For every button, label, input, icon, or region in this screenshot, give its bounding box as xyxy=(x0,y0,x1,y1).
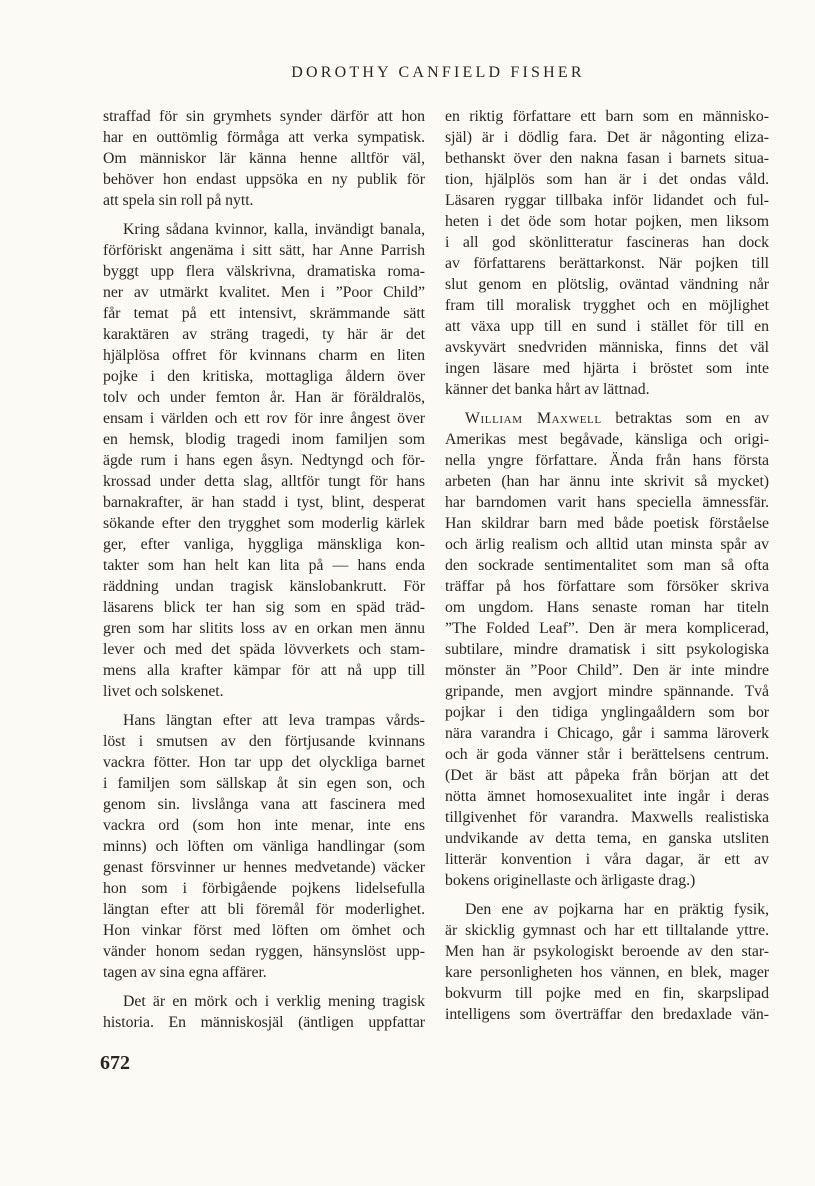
text-line: ”The Folded Leaf”. Den är mera komplicerad, xyxy=(445,620,769,637)
text-line: Det är en mörk och i verklig mening tragisk xyxy=(123,993,425,1010)
paragraph xyxy=(103,710,425,983)
paragraph xyxy=(445,408,769,891)
text-line: historia. En människosjäl (äntligen uppfattar xyxy=(103,1014,425,1031)
text-line: får temat på ett intensivt, skrämmande sätt xyxy=(103,305,425,322)
paragraph xyxy=(103,991,425,1033)
text-line: tillgivenhet för varandra. Maxwells realistiska xyxy=(445,809,769,826)
text-line: att spela sin roll på nytt. xyxy=(103,192,254,209)
text-line: genast försvinner ur hennes medvetande) väcker xyxy=(103,859,425,876)
text-line: är skicklig gymnast och har ett tilltalande yttre. xyxy=(445,922,769,939)
text-line: straffad för sin grymhets synder därför att hon xyxy=(103,108,425,125)
text-line: livet och solskenet. xyxy=(103,683,224,700)
text-line: nella yngre författare. Ända från hans första xyxy=(445,452,769,469)
text-line: bokvurm till pojke med en fin, skarpslipad xyxy=(445,985,769,1002)
text-line: litterär konvention i våra dagar, är ett av xyxy=(445,851,769,868)
text-line: vackra ord (som hon inte menar, inte ens xyxy=(103,817,425,834)
text-line: har barndomen varit hans speciella ämnessfär. xyxy=(445,494,769,511)
text-line: vänder honom sedan ryggen, hänsynslöst upp- xyxy=(103,943,425,960)
text-line: minns) och löften om vänliga handlingar (som xyxy=(103,838,425,855)
text-line: (Det är bäst att påpeka från början att det xyxy=(445,767,769,784)
text-line: själ) är i dödlig fara. Det är någonting eliza- xyxy=(445,129,769,146)
text-line: i familjen som sällskap åt sin egen son, och xyxy=(103,775,425,792)
paragraph xyxy=(445,899,769,1025)
text-line: barnakrafter, är han stadd i tyst, blint, desperat xyxy=(103,494,425,511)
text-line: ner av utmärkt kvalitet. Men i ”Poor Child” xyxy=(103,284,425,301)
text-line: byggt upp flera välskrivna, dramatiska roma- xyxy=(103,263,425,280)
text-run: betraktas som en av xyxy=(601,410,770,427)
text-line: Om människor lär känna henne alltför väl, xyxy=(103,150,425,167)
text-line: Läsaren ryggar tillbaka inför lidandet och ful- xyxy=(445,192,769,209)
text-line: Hans längtan efter att leva trampas vårds- xyxy=(123,712,425,729)
text-line: ägde rum i hans egen åsyn. Nedtyngd och för- xyxy=(103,452,425,469)
text-line: nötta ämnet homosexualitet inte ingår i deras xyxy=(445,788,769,805)
text-line: fram till moralisk trygghet och en möjlighet xyxy=(445,297,769,314)
text-line: bethanskt över den nakna fasan i barnets situa- xyxy=(445,150,769,167)
text-line: tion, hjälplös som han är i det ondas våld. xyxy=(445,171,769,188)
text-line: krossad under detta slag, alltför tungt för hans xyxy=(103,473,425,490)
text-line: gripande, men avgjort mindre spännande. Två xyxy=(445,683,769,700)
text-line: av författarens berättarkonst. När pojken till xyxy=(445,255,769,272)
text-line: undvikande av detta tema, en ganska utsliten xyxy=(445,830,769,847)
text-line: gren som har slitits loss av en orkan men ännu xyxy=(103,620,425,637)
text-line: räddning undan tragisk känslobankrutt. För xyxy=(103,578,425,595)
text-line: avskyvärt snedvriden människa, finns det väl xyxy=(445,339,769,356)
left-column xyxy=(103,106,425,1041)
text-line: förföriskt angenäma i sitt sätt, har Anne Parrish xyxy=(103,242,425,259)
text-line: och ärlig realism och alltid utan minsta spår av xyxy=(445,536,769,553)
text-line: att växa upp till en sund i stället för till en xyxy=(445,318,769,335)
text-line: har en outtömlig förmåga att verka sympatisk. xyxy=(103,129,425,146)
text-line: hon som i förbigående pojkens lidelsefulla xyxy=(103,880,425,897)
text-line: mönster än ”Poor Child”. Den är inte mindre xyxy=(445,662,769,679)
text-line: längtan efter att bli föremål för moderlighet. xyxy=(103,901,425,918)
text-line: en hemsk, blodig tragedi inom familjen som xyxy=(103,431,425,448)
text-line: nära varandra i Chicago, går i samma läroverk xyxy=(445,725,769,742)
text-line: slut genom en plötslig, oväntad vändning når xyxy=(445,276,769,293)
text-line: pojke i den kritiska, mottagliga åldern över xyxy=(103,368,425,385)
running-head: DOROTHY CANFIELD FISHER xyxy=(291,64,585,81)
text-line: i all god skönlitteratur fascineras han dock xyxy=(445,234,769,251)
text-line: bokens originellaste och ärligaste drag.) xyxy=(445,872,696,889)
text-line: Han skildrar barn med både poetisk förståelse xyxy=(445,515,769,532)
text-line: intelligens som överträffar den bredaxlade vän- xyxy=(445,1006,769,1023)
text-line: Den ene av pojkarna har en präktig fysik, xyxy=(465,901,769,918)
right-column xyxy=(445,106,769,1033)
text-line: pojkar i den tidiga ynglingaåldern som bor xyxy=(445,704,769,721)
text-line: arbeten (han har ännu inte skrivit så mycket) xyxy=(445,473,769,490)
text-line: sökande efter den trygghet som moderlig kärlek xyxy=(103,515,425,532)
text-line: tagen av sina egna affärer. xyxy=(103,964,267,981)
paragraph xyxy=(103,219,425,702)
text-line: takter som han helt kan lita på — hans enda xyxy=(103,557,425,574)
text-line: Kring sådana kvinnor, kalla, invändigt banala, xyxy=(123,221,425,238)
text-line: Hon vinkar först med löften om ömhet och xyxy=(103,922,425,939)
text-line: läsarens blick ter han sig som en späd träd- xyxy=(103,599,425,616)
page-number: 672 xyxy=(100,1052,130,1074)
text-line: hjälplösa offret för kvinnans charm en liten xyxy=(103,347,425,364)
text-line: ger, efter vanliga, hyggliga mänskliga kon- xyxy=(103,536,425,553)
text-line: ensam i världen och ett rov för inre ångest över xyxy=(103,410,425,427)
text-line: löst i smutsen av den förtjusande kvinnans xyxy=(103,733,425,750)
text-line: karaktären av sträng tragedi, ty här är det xyxy=(103,326,425,343)
text-line: behöver hon endast uppsöka en ny publik för xyxy=(103,171,425,188)
text-line: lever och med det späda lövverkets och stam- xyxy=(103,641,425,658)
author-name-smallcaps: William Maxwell xyxy=(465,410,602,427)
paragraph xyxy=(445,106,769,400)
text-line: och är goda vänner står i berättelsens centrum. xyxy=(445,746,769,763)
text-line: om ungdom. Hans senaste roman har titeln xyxy=(445,599,769,616)
text-line xyxy=(445,408,769,429)
text-line: tolv och under femton år. Han är föräldralös, xyxy=(103,389,425,406)
text-line: subtilare, mindre dramatisk i sitt psykologiska xyxy=(445,641,769,658)
text-line: vackra fötter. Hon tar upp det olyckliga barnet xyxy=(103,754,425,771)
text-line: en riktig författare ett barn som en människo- xyxy=(445,108,769,125)
text-line: mens alla krafter kämpar för att nå upp till xyxy=(103,662,425,679)
text-line: kare personligheten hos vännen, en blek, mager xyxy=(445,964,769,981)
text-line: Amerikas mest begåvade, känsliga och origi- xyxy=(445,431,769,448)
text-line: träffar på hos författare som försöker skriva xyxy=(445,578,769,595)
text-line: Men han är psykologiskt beroende av den star- xyxy=(445,943,769,960)
text-line: ingen läsare med hjärta i bröstet som inte xyxy=(445,360,769,377)
text-line: heten i det öde som hotar pojken, men liksom xyxy=(445,213,769,230)
text-line: den sockrade sentimentalitet som man så ofta xyxy=(445,557,769,574)
paragraph xyxy=(103,106,425,211)
text-line: genom sin. livslånga vana att fascinera med xyxy=(103,796,425,813)
text-line: känner det banka hårt av lättnad. xyxy=(445,381,650,398)
